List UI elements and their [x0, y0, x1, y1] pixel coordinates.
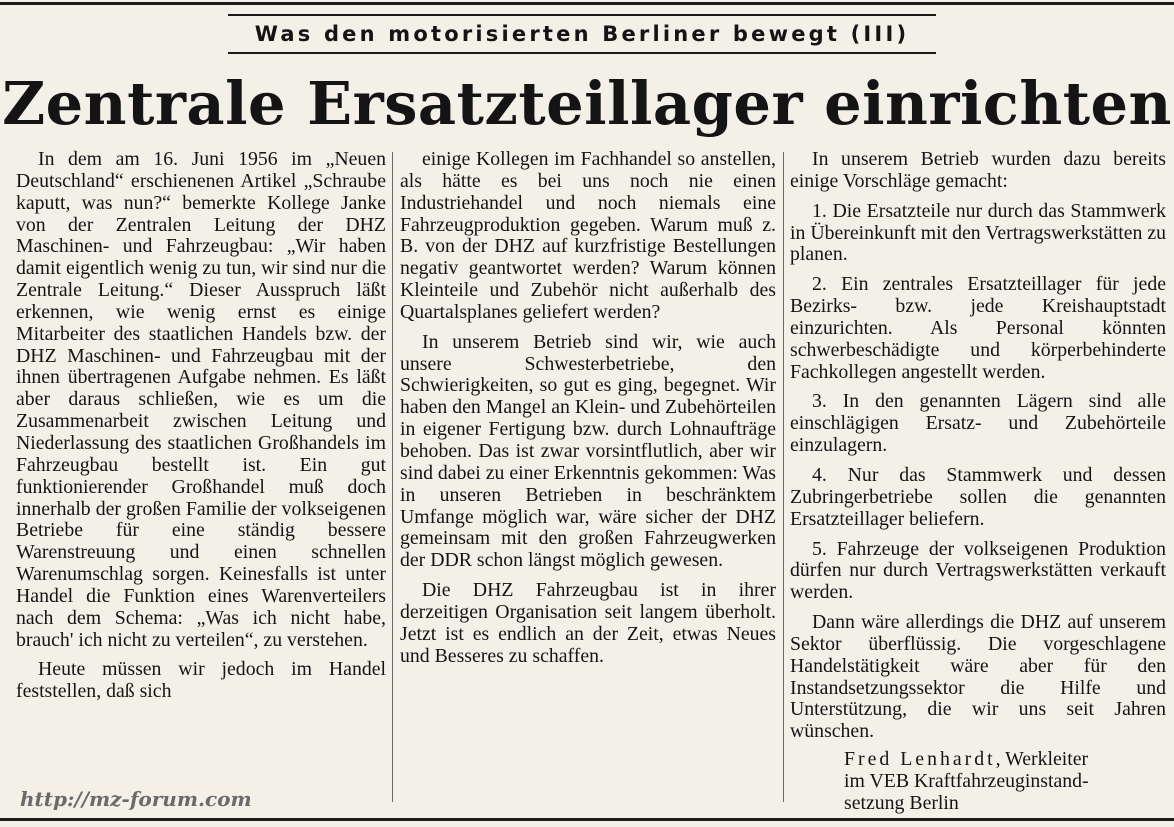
article-column-3: [790, 149, 1166, 815]
column-divider: [392, 152, 393, 802]
bottom-rule: [0, 818, 1174, 821]
headline: Zentrale Ersatzteillager einrichten: [2, 69, 1172, 138]
paragraph: Heute müssen wir jedoch im Handel feststellen, daß sich: [16, 658, 386, 703]
list-item: 3. In den genannten Lägern sind alle einschlägigen Ersatz- und Zubehörteile einzulagern.: [790, 390, 1166, 457]
author-role: , Werkleiter: [995, 748, 1089, 771]
article-column-2: [400, 149, 776, 667]
article-column-1: [16, 149, 386, 703]
paragraph: In unserem Betrieb sind wir, wie auch unsere Schwesterbetriebe, den Schwierigkeiten, so gut es ging, begegnet. Wir haben den Mangel an Klein- und Zubehörteilen in eigener Fertigung bzw. durch Lohnaufträge behoben. Das ist zwar vorsintflutlich, aber wir sind dabei zu einer Erkenntnis gekommen: Was in unseren Betrieben in beschränktem Umfange möglich war, wäre sicher der DHZ gemeinsam mit den großen Fahrzeugwerken der DDR schon längst möglich gewesen.: [400, 330, 776, 572]
author-signature: [790, 749, 1166, 815]
paragraph: Dann wäre allerdings die DHZ auf unserem Sektor überflüssig. Die vorgeschlagene Handelstätigkeit wäre aber für den Instandsetzungssektor die Hilfe und Unterstützung, die wir uns seit Jahren wünschen.: [790, 611, 1166, 743]
list-item: 1. Die Ersatzteile nur durch das Stammwerk in Übereinkunft mit den Vertragswerkstätten zu planen.: [790, 199, 1166, 266]
kicker-title: Was den motorisierten Berliner bewegt (III): [254, 22, 910, 46]
list-item: 2. Ein zentrales Ersatzteillager für jede Bezirks- bzw. jede Kreishauptstadt einzurichten. Als Personal könnten schwerbeschädigte und körperbehinderte Fachkollegen angestellt werden.: [790, 273, 1166, 383]
paragraph: In unserem Betrieb wurden dazu bereits einige Vorschläge gemacht:: [790, 148, 1166, 192]
author-affiliation: im VEB Kraftfahrzeuginstand-: [844, 769, 1089, 792]
watermark-url: http://mz-forum.com: [20, 787, 252, 811]
column-divider: [783, 152, 784, 802]
author-name: Fred Lenhardt: [844, 748, 996, 771]
paragraph: In dem am 16. Juni 1956 im „Neuen Deutschland“ erschienenen Artikel „Schraube kaputt, was nun?“ bemerkte Kollege Janke von der Zentralen Leitung der DHZ Maschinen- und Fahrzeugbau: „Wir haben damit eigentlich wenig zu tun, wir sind nur die Zentrale Leitung.“ Dieser Ausspruch läßt erkennen, wie wenig ernst es einige Mitarbeiter des staatlichen Handels bzw. der DHZ Maschinen- und Fahrzeugbau mit der ihnen übertragenen Aufgabe nehmen. Es läßt aber daraus schließen, wie es um die Zusammenarbeit zwischen Leitung und Niederlassung des staatlichen Großhandels im Fahrzeugbau bestellt ist. Ein gut funktionierender Großhandel muß doch innerhalb der großen Familie der volkseigenen Betriebe für eine ständig bessere Warenstreuung und einen schnellen Warenumschlag sorgen. Keinesfalls ist unter Handel die Funktion eines Warenverteilers nach dem Schema: „Was ich nicht habe, brauch' ich nicht zu verteilen“, zu verstehen.: [16, 148, 386, 651]
list-item: 5. Fahrzeuge der volkseigenen Produktion dürfen nur durch Vertragswerkstätten verkauft werden.: [790, 537, 1166, 604]
author-city: setzung Berlin: [844, 791, 959, 814]
paragraph: Die DHZ Fahrzeugbau ist in ihrer derzeitigen Organisation seit langem überholt. Jetzt ist es endlich an der Zeit, etwas Neues und Besseres zu schaffen.: [400, 579, 776, 667]
paragraph: einige Kollegen im Fachhandel so anstellen, als hätte es bei uns noch nie einen Industriehandel und noch niemals eine Fahrzeugproduktion gegeben. Warum muß z. B. von der DHZ auf kurzfristige Bestellungen negativ geantwortet werden? Warum können Kleinteile und Zubehör nicht außerhalb des Quartalsplanes geliefert werden?: [400, 148, 776, 323]
list-item: 4. Nur das Stammwerk und dessen Zubringerbetriebe sollen die genannten Ersatzteillager beliefern.: [790, 463, 1166, 530]
top-rule: [0, 2, 1174, 5]
